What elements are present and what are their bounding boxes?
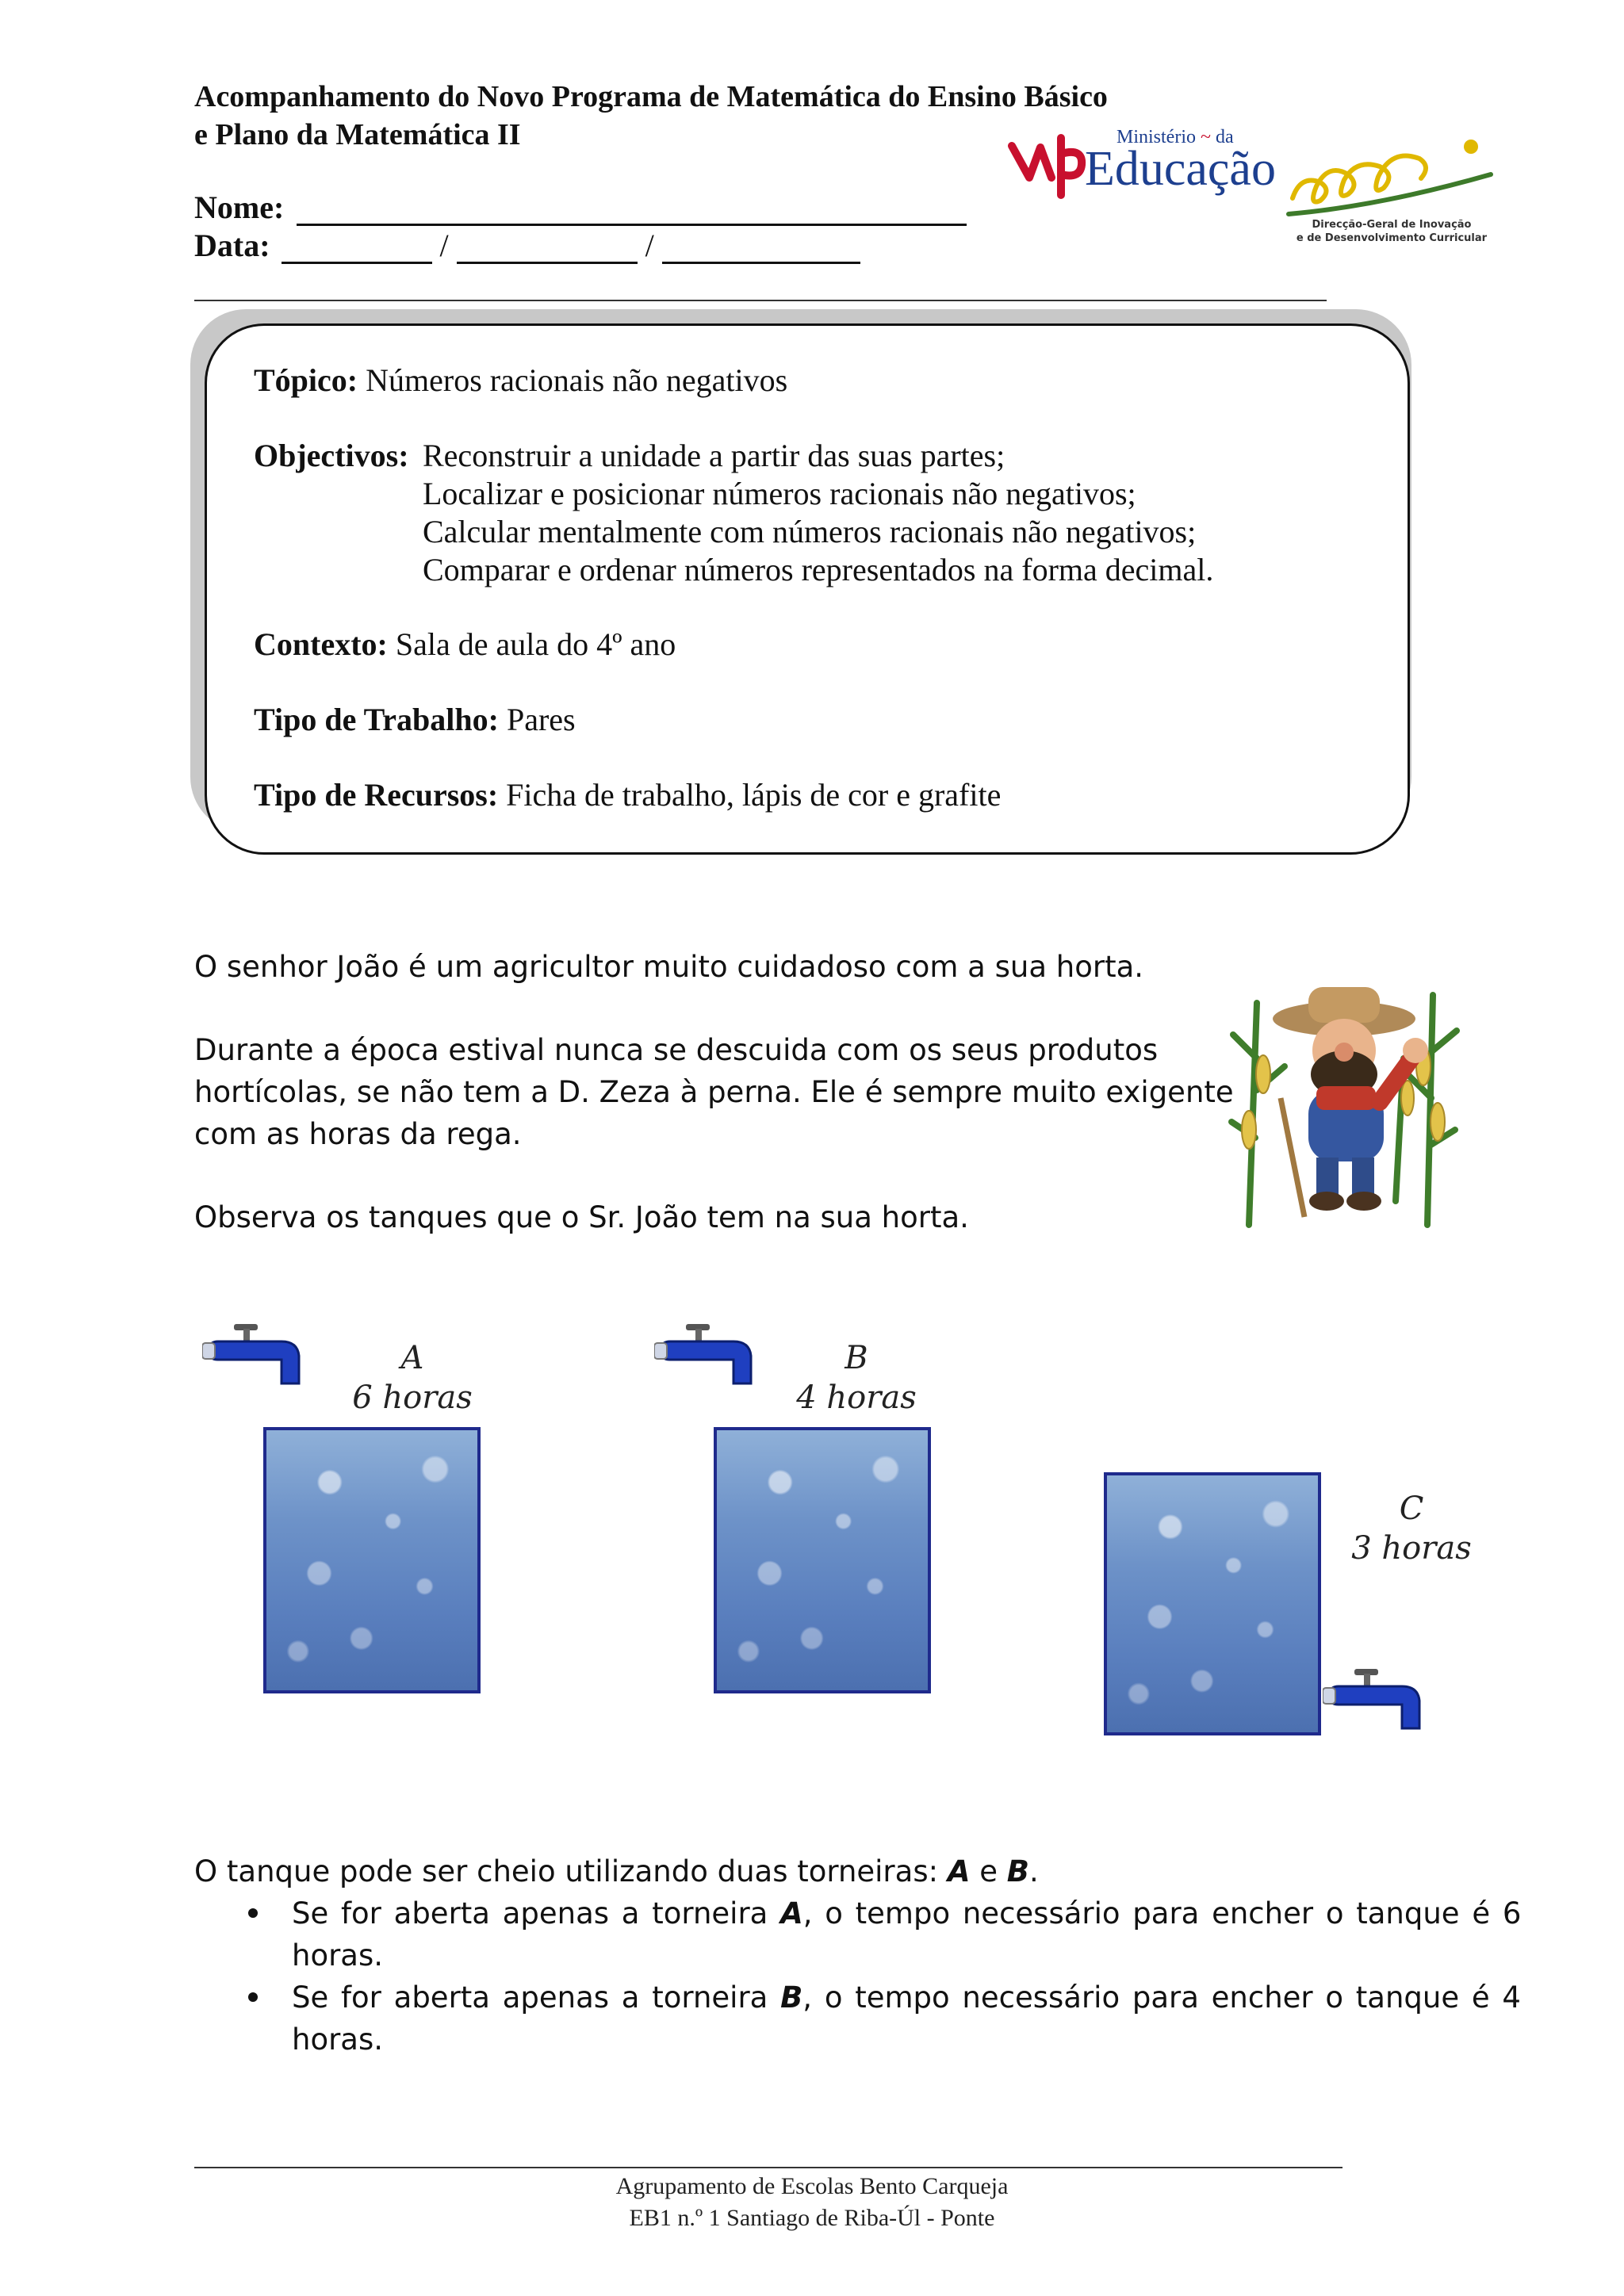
ministry-line1: Ministério xyxy=(1116,127,1196,147)
topic-value: Números racionais não negativos xyxy=(366,362,788,398)
ministry-line2: Educação xyxy=(1085,142,1276,196)
footer-school: Agrupamento de Escolas Bento Carqueja xyxy=(615,2173,1009,2199)
doc-title-line2: e Plano da Matemática II xyxy=(194,118,521,151)
name-label: Nome: xyxy=(194,189,285,225)
objective-item: Localizar e posicionar números racionais não negativos; xyxy=(423,476,1136,511)
objective-item: Reconstruir a unidade a partir das suas partes; xyxy=(423,438,1005,473)
date-separator: / xyxy=(439,228,449,263)
tank-b-time: 4 horas xyxy=(796,1380,917,1416)
farmer-illustration xyxy=(1225,963,1463,1233)
tank-c-time: 3 horas xyxy=(1351,1530,1472,1567)
ministry-education-logo: Ministério ~ da Educação xyxy=(1005,127,1267,206)
work-type-label: Tipo de Trabalho: xyxy=(254,702,499,737)
topic-row xyxy=(254,362,787,400)
intro-paragraph-1: O senhor João é um agricultor muito cuidadoso com a sua horta. xyxy=(194,950,1144,984)
dgidc-logo xyxy=(1285,131,1499,250)
date-label: Data: xyxy=(194,228,270,263)
tap-icon xyxy=(1323,1669,1430,1736)
resources-value: Ficha de trabalho, lápis de cor e grafite xyxy=(506,777,1002,813)
objective-item: Calcular mentalmente com números racionais não negativos; xyxy=(423,514,1197,549)
intro-paragraph-2-line1: Durante a época estival nunca se descuida com os seus produtos xyxy=(194,1033,1159,1067)
date-day-field[interactable] xyxy=(282,235,432,264)
date-year-field[interactable] xyxy=(662,235,860,264)
objective-item: Comparar e ordenar números representados na forma decimal. xyxy=(423,552,1214,587)
ministry-da: da xyxy=(1215,127,1234,147)
ministry-emblem-icon xyxy=(1005,130,1093,201)
footer-divider xyxy=(194,2167,1342,2168)
bullet-2-line1 xyxy=(292,1976,1521,2019)
bullet-2-text-end: , o tempo necessário para encher o tanque é 4 xyxy=(802,1980,1521,2015)
resources-label: Tipo de Recursos: xyxy=(254,777,499,813)
tap-icon xyxy=(202,1324,309,1391)
name-field[interactable] xyxy=(297,197,967,226)
context-value: Sala de aula do 4º ano xyxy=(395,626,676,662)
dgidc-line2: e de Desenvolvimento Curricular xyxy=(1296,232,1488,244)
resources-row xyxy=(254,776,1001,814)
context-row xyxy=(254,626,676,664)
dgidc-swirl-icon xyxy=(1285,131,1499,222)
problem-intro-end: . xyxy=(1028,1854,1039,1888)
tank-a-letter: A xyxy=(400,1340,424,1376)
bullet-1-line2: horas. xyxy=(292,1938,384,1973)
date-row xyxy=(194,227,860,264)
tank-b-letter: B xyxy=(845,1340,868,1376)
tap-b-label: B xyxy=(1006,1854,1029,1888)
date-month-field[interactable] xyxy=(457,235,638,264)
problem-intro xyxy=(194,1850,1039,1892)
dgidc-line1: Direcção-Geral de Inovação xyxy=(1312,219,1472,231)
tank-c xyxy=(1104,1472,1321,1735)
tap-a-label: A xyxy=(947,1854,971,1888)
footer-address: EB1 n.º 1 Santiago de Riba-Úl - Ponte xyxy=(629,2205,995,2231)
tank-a xyxy=(263,1427,481,1693)
doc-title-line1: Acompanhamento do Novo Programa de Matemática do Ensino Básico xyxy=(194,80,1108,113)
tank-a-time: 6 horas xyxy=(352,1380,473,1416)
problem-intro-text: O tanque pode ser cheio utilizando duas torneiras: xyxy=(194,1854,948,1888)
bullet-icon xyxy=(248,1992,258,2002)
header-divider xyxy=(194,300,1327,301)
date-separator: / xyxy=(645,228,654,263)
work-type-value: Pares xyxy=(506,702,576,737)
intro-paragraph-2-line2: hortícolas, se não tem a D. Zeza à perna. Ele é sempre muito exigente xyxy=(194,1075,1234,1109)
tap-icon xyxy=(654,1324,761,1391)
bullet-1-letter: A xyxy=(780,1896,803,1931)
bullet-1-text-end: , o tempo necessário para encher o tanque é 6 xyxy=(802,1896,1522,1931)
bullet-icon xyxy=(248,1908,258,1918)
intro-paragraph-2-line3: com as horas da rega. xyxy=(194,1117,522,1151)
bullet-2-letter: B xyxy=(780,1980,803,2015)
work-type-row xyxy=(254,701,576,739)
context-label: Contexto: xyxy=(254,626,388,662)
tank-b xyxy=(714,1427,931,1693)
problem-intro-and: e xyxy=(970,1854,1007,1888)
intro-paragraph-3: Observa os tanques que o Sr. João tem na sua horta. xyxy=(194,1200,969,1234)
objectives-label-row xyxy=(254,437,409,475)
tank-c-letter: C xyxy=(1399,1490,1424,1527)
topic-box xyxy=(205,323,1410,855)
name-row xyxy=(194,189,967,226)
bullet-1-line1 xyxy=(292,1892,1522,1934)
bullet-1-text: Se for aberta apenas a torneira xyxy=(292,1896,781,1931)
bullet-2-line2: horas. xyxy=(292,2022,384,2057)
objectives-label: Objectivos: xyxy=(254,438,409,473)
bullet-2-text: Se for aberta apenas a torneira xyxy=(292,1980,781,2015)
topic-label: Tópico: xyxy=(254,362,358,398)
